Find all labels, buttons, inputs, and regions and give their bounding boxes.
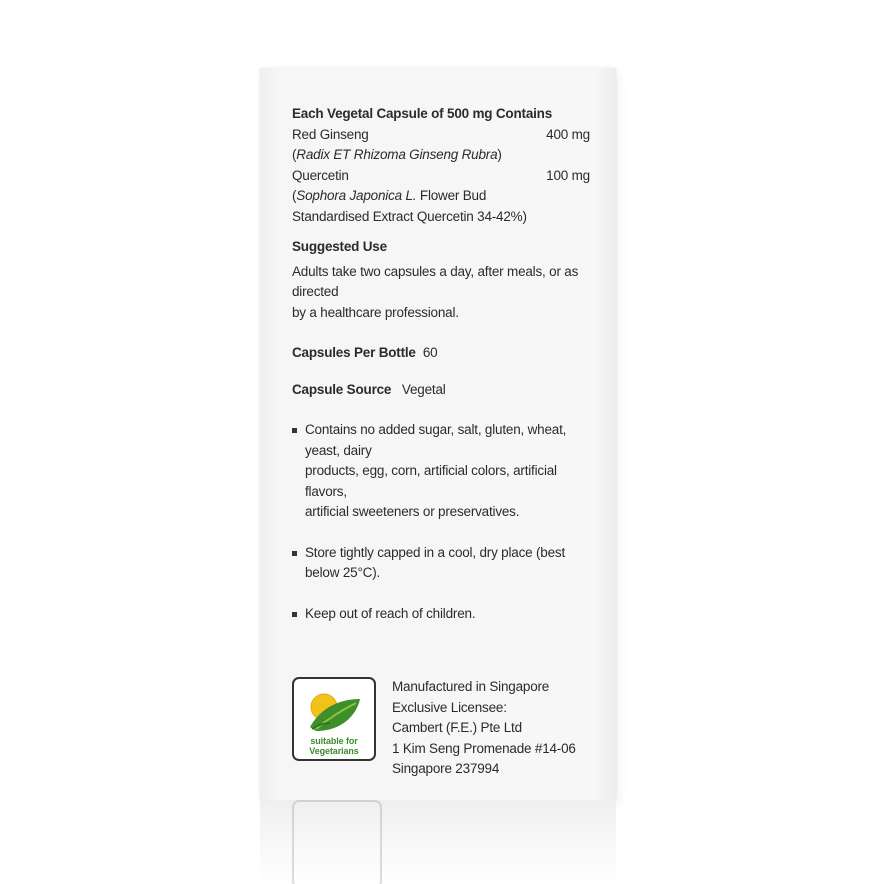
bullet-icon xyxy=(292,551,297,556)
list-item: Keep out of reach of children. xyxy=(292,604,592,625)
suggested-use-text: Adults take two capsules a day, after meals, or as directed xyxy=(292,263,579,299)
ingredient-note: Standardised Extract Quercetin 34-42%) xyxy=(292,208,527,224)
list-item: Contains no added sugar, salt, gluten, wheat, yeast, dairy products, egg, corn, artificial colors, artificial flavors, artificial sweeteners or preservatives. xyxy=(292,420,592,523)
logo-text-vegetarians: Vegetarians xyxy=(309,746,359,756)
notes-list xyxy=(292,420,592,624)
ingredient-amount: 100 mg xyxy=(546,167,590,183)
bullet-icon xyxy=(292,428,297,433)
ingredient-amount: 400 mg xyxy=(546,126,590,142)
box-reflection xyxy=(260,800,616,884)
ingredient-row-quercetin xyxy=(292,166,592,187)
vegetarian-logo xyxy=(292,677,376,761)
list-item: Store tightly capped in a cool, dry place (best below 25°C). xyxy=(292,543,592,584)
capsules-per-bottle: Capsules Per Bottle 60 xyxy=(292,345,438,360)
ingredient-latin: (Sophora Japonica L. Flower Bud xyxy=(292,188,487,203)
suggested-use-heading: Suggested Use xyxy=(292,239,387,254)
manufacturer-info: Manufactured in Singapore Exclusive Licensee: Cambert (F.E.) Pte Ltd 1 Kim Seng Promenade #14-06 Singapore 237994 xyxy=(392,679,576,776)
capsule-source: Capsule Source Vegetal xyxy=(292,381,446,397)
label-content xyxy=(292,104,592,644)
ingredient-name: Quercetin xyxy=(292,167,349,183)
ingredient-latin: (Radix ET Rhizoma Ginseng Rubra) xyxy=(292,147,502,162)
ingredients-heading: Each Vegetal Capsule of 500 mg Contains xyxy=(292,106,553,121)
leaf-sun-icon xyxy=(294,681,374,739)
reflection-logo xyxy=(292,800,382,884)
ingredient-row-red-ginseng xyxy=(292,125,592,146)
suggested-use-text: by a healthcare professional. xyxy=(292,304,459,320)
bullet-icon xyxy=(292,612,297,617)
logo-text-suitable: suitable for xyxy=(310,736,358,746)
ingredient-name: Red Ginseng xyxy=(292,126,369,142)
